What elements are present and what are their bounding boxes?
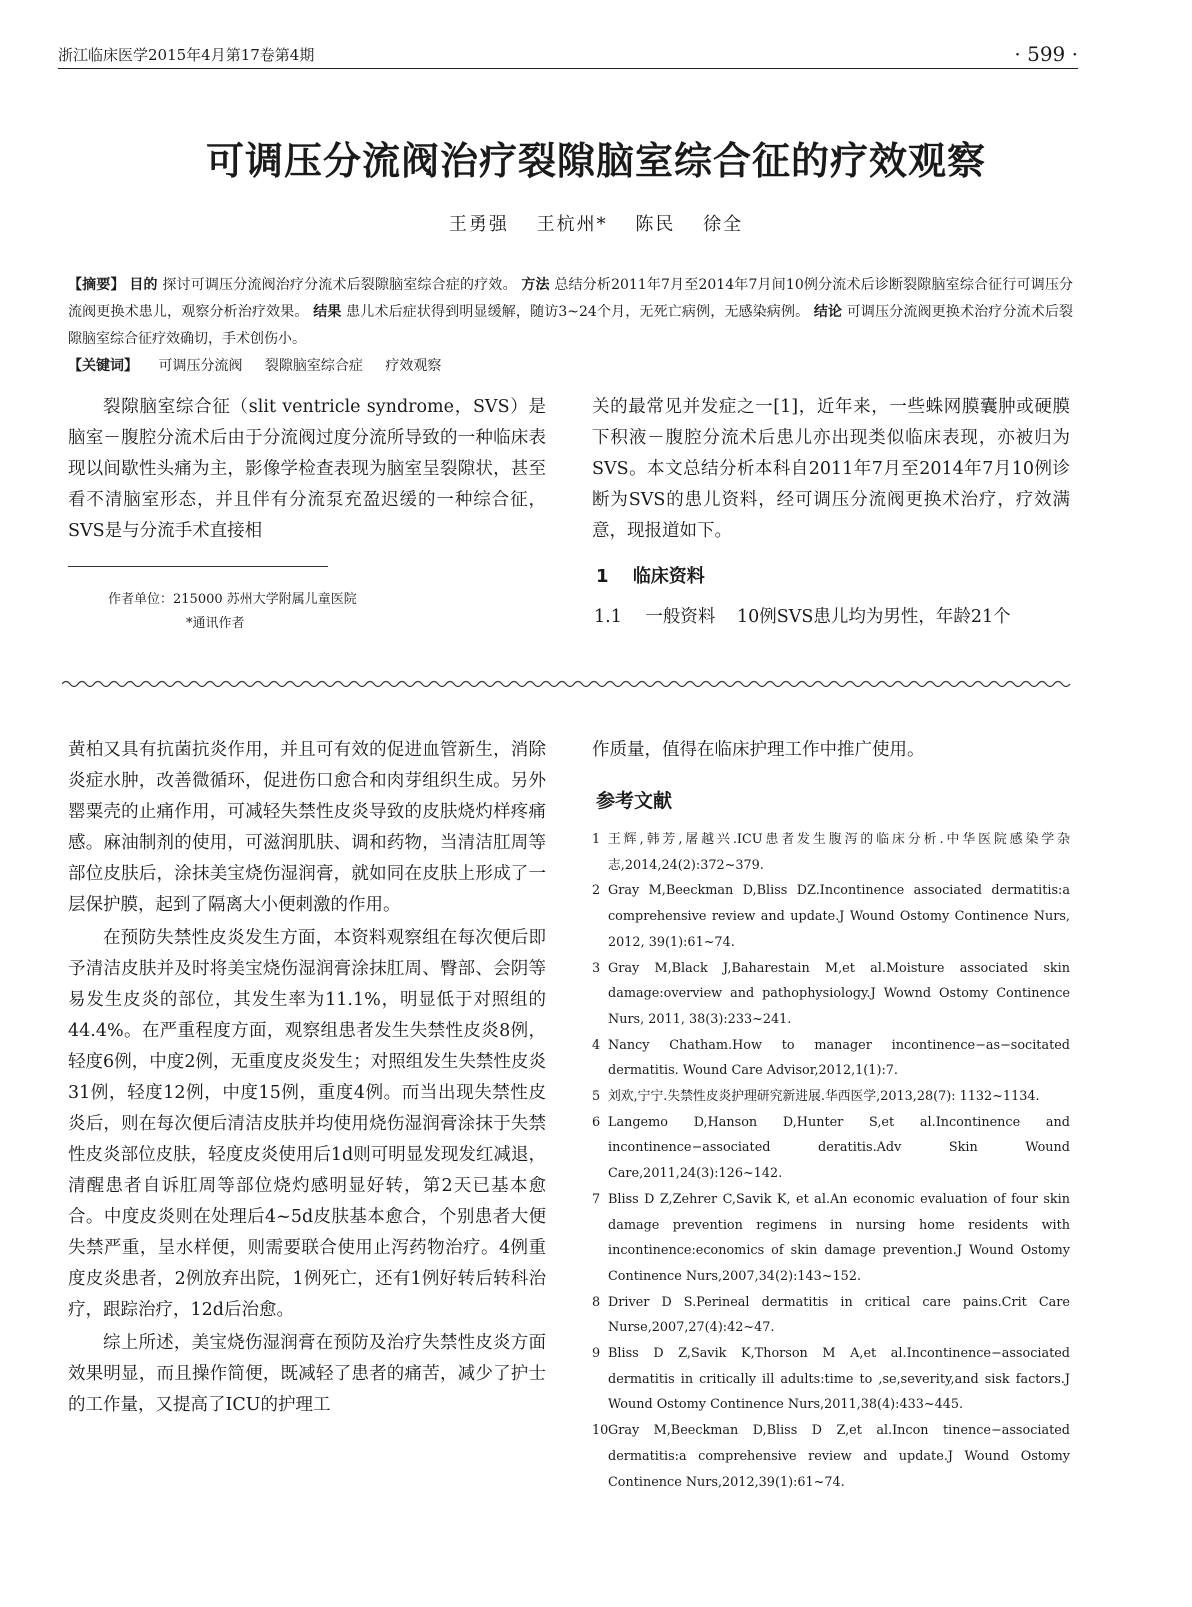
subsection-line [594,602,1011,633]
abstract-label: 【摘要】 [68,277,125,293]
reference-item: 2 Gray M,Beeckman D,Bliss DZ.Incontinence associated dermatitis:a comprehensive review and update.J Wound Ostomy Continence Nurs, 2012, 39(1):61~74. [592,883,1070,950]
reference-item: 5 刘欢,宁宁.失禁性皮炎护理研究新进展.华西医学,2013,28(7): 1132~1134. [592,1089,1040,1105]
body-paragraph: 综上所述，美宝烧伤湿润膏在预防及治疗失禁性皮炎方面效果明显，而且操作简便，既减轻了患者的痛苦，减少了护士的工作量，又提高了ICU的护理工 [68,1333,546,1415]
conclusion-label: 结论 [813,304,843,320]
reference-item: 10 Gray M,Beeckman D,Bliss D Z,et al.Incon tinence−associated dermatitis:a comprehensive review and update.J Wound Ostomy Continence Nurs,2012,39(1):61~74. [592,1423,1070,1490]
author: 徐全 [703,214,744,235]
keyword: 裂隙脑室综合症 [264,358,363,374]
intro-left-column [68,392,546,547]
wavy-divider [62,678,1072,690]
methods-text: 总结分析2011年7月至2014年7月间10例分流术后诊断裂隙脑室综合征行可调压分流阀更换术患儿，观察分析治疗效果。 [68,277,1074,320]
author: 王勇强 [448,214,509,235]
reference-item: 8 Driver D S.Perineal dermatitis in critical care pains.Crit Care Nurse,2007,27(4):42~47. [592,1294,1070,1336]
references-heading: 参考文献 [596,790,673,812]
reference-item: 4 Nancy Chatham.How to manager incontinence−as−socitated dermatitis. Wound Care Advisor,2012,1(1):7. [592,1037,1070,1079]
body-paragraph: 裂隙脑室综合征（slit ventricle syndrome，SVS）是脑室－腹腔分流术后由于分流阀过度分流所导致的一种临床表现以间歇性头痛为主，影像学检查表现为脑室呈裂隙状，甚至看不清脑室形态，并且伴有分流泵充盈迟缓的一种综合征，SVS是与分流手术直接相 [68,397,546,541]
keywords-label: 【关键词】 [68,358,138,374]
article-title: 可调压分流阀治疗裂隙脑室综合征的疗效观察 [205,138,986,183]
conclusion-text: 可调压分流阀更换术治疗分流术后裂隙脑室综合征疗效确切，手术创伤小。 [68,304,1074,347]
body-paragraph: 在预防失禁性皮炎发生方面，本资料观察组在每次便后即予清洁皮肤并及时将美宝烧伤湿润膏涂抹肛周、臀部、会阴等易发生皮炎的部位，其发生率为11.1%，明显低于对照组的44.4%。在严重程度方面，观察组患者发生失禁性皮炎8例，轻度6例，中度2例，无重度皮炎发生；对照组发生失禁性皮炎31例，轻度12例，中度15例，重度4例。而当出现失禁性皮炎后，则在每次便后清洁皮肤并均使用烧伤湿润膏涂抹于失禁性皮炎部位皮肤，轻度皮炎使用后1d则可明显发现发红减退，清醒患者自诉肛周等部位烧灼感明显好转，第2天已基本愈合。中度皮炎则在处理后4~5d皮肤基本愈合，个别患者大便失禁严重，呈水样便，则需要联合使用止泻药物治疗。4例重度皮炎患者，2例放弃出院，1例死亡，还有1例好转后转科治疗，跟踪治疗，12d后治愈。 [68,928,546,1320]
reference-item: 7 Bliss D Z,Zehrer C,Savik K, et al.An economic evaluation of four skin damage prevention regimens in nursing home residents with incontinence:economics of skin damage prevention.J Wound Ostomy Continence Nurs,2007,34(2):143~152. [592,1191,1070,1284]
body-paragraph: 黄柏又具有抗菌抗炎作用，并且可有效的促进血管新生，消除炎症水肿，改善微循环，促进伤口愈合和肉芽组织生成。另外罂粟壳的止痛作用，可减轻失禁性皮炎导致的皮肤烧灼样疼痛感。麻油制剂的使用，可滋润肌肤、调和药物，当清洁肛周等部位皮肤后，涂抹美宝烧伤湿润膏，就如同在皮肤上形成了一层保护膜，起到了隔离大小便刺激的作用。 [68,740,546,915]
section-heading [596,562,705,588]
reference-item: 6 Langemo D,Hanson D,Hunter S,et al.Incontinence and incontinence−associated deratitis.Adv Skin Wound Care,2011,24(3):126~142. [592,1114,1070,1182]
section-number: 1 [596,566,609,587]
objective-text: 探讨可调压分流阀治疗分流术后裂隙脑室综合症的疗效。 [162,277,517,293]
reference-item: 9 Bliss D Z,Savik K,Thorson M A,et al.Incontinence−associated dermatitis in critically ill adults:time to ,se,severity,and sisk factors.J Wound Ostomy Continence Nurs,2011,38(4):433~445. [592,1346,1070,1413]
results-text: 患儿术后症状得到明显缓解，随访3~24个月，无死亡病例，无感染病例。 [346,304,810,320]
author: 王杭州* [536,214,608,235]
keywords [68,356,1073,376]
section-title: 临床资料 [632,566,705,587]
author-list [0,210,1192,236]
subsection-number: 1.1 [594,607,622,627]
author-affiliation: 作者单位：215000 苏州大学附属儿童医院 [108,592,357,607]
objective-label: 目的 [129,277,158,293]
results-label: 结果 [313,304,342,320]
keyword: 疗效观察 [385,358,442,374]
reference-item: 3 Gray M,Black J,Baharestain M,et al.Moisture associated skin damage:overview and pathophysiology.J Wownd Ostomy Continence Nurs, 2011, 38(3):233~241. [592,960,1070,1027]
lower-right-column [592,735,1070,766]
lower-left-column [68,735,546,1421]
body-paragraph: 作质量，值得在临床护理工作中推广使用。 [592,740,925,760]
author: 陈民 [635,214,676,235]
journal-name: 浙江临床医学2015年4月第17卷第4期 [58,46,315,64]
keyword: 可调压分流阀 [158,358,243,374]
subsection-text: 10例SVS患儿均为男性，年龄21个 [737,607,1011,627]
methods-label: 方法 [521,277,550,293]
footnote-rule [68,566,328,567]
corresponding-note: *通讯作者 [186,616,245,631]
body-paragraph: 关的最常见并发症之一[1]，近年来，一些蛛网膜囊肿或硬膜下积液－腹腔分流术后患儿亦出现类似临床表现，亦被归为SVS。本文总结分析本科自2011年7月至2014年7月10例诊断为SVS的患儿资料，经可调压分流阀更换术治疗，疗效满意，现报道如下。 [592,397,1070,541]
footnote [108,588,357,636]
page-number: · 599 · [1014,42,1078,66]
subsection-title: 一般资料 [645,607,716,627]
intro-right-column [592,392,1070,547]
abstract [68,272,1073,353]
running-head [58,44,1078,69]
reference-item: 1 王辉,韩芳,屠越兴.ICU患者发生腹泻的临床分析.中华医院感染学杂志,2014,24(2):372~379. [592,832,1070,873]
reference-list [592,827,1070,1495]
